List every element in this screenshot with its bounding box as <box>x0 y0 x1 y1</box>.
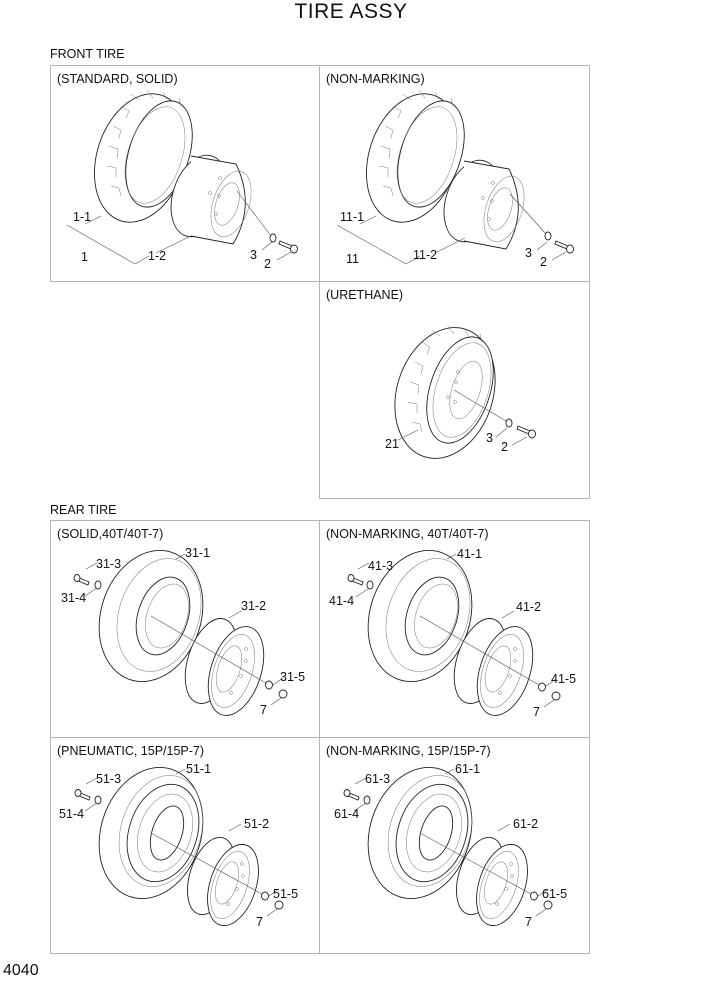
front-urethane-tire-diagram <box>320 282 591 500</box>
bolt-icon <box>279 241 298 253</box>
washer-icon <box>367 581 373 589</box>
callout-1: 1 <box>81 250 88 264</box>
washer-icon <box>545 232 551 240</box>
callout-41-5: 41-5 <box>551 672 577 686</box>
bolt-icon <box>75 790 90 801</box>
callout-51-2: 51-2 <box>244 817 270 831</box>
panel-standard-solid <box>50 65 320 282</box>
page-title: TIRE ASSY <box>294 0 408 23</box>
callout-3: 3 <box>250 248 257 262</box>
nut-icon <box>552 692 560 700</box>
nut-washer-icon <box>539 683 546 691</box>
callout-1-2: 1-2 <box>148 249 167 263</box>
callout-7: 7 <box>533 705 540 719</box>
callout-41-3: 41-3 <box>368 559 394 573</box>
callout-21: 21 <box>385 437 399 451</box>
bolt-icon <box>555 241 574 253</box>
callout-1-1: 1-1 <box>73 210 92 224</box>
callout-41-1: 41-1 <box>457 547 483 561</box>
callout-3: 3 <box>486 431 493 445</box>
bolt-icon <box>74 575 89 586</box>
callout-41-4: 41-4 <box>329 594 355 608</box>
callout-61-5: 61-5 <box>542 887 568 901</box>
front-non-marking-tire-diagram <box>320 66 591 283</box>
washer-icon <box>95 796 101 804</box>
callout-7: 7 <box>256 915 263 929</box>
nut-icon <box>275 901 283 909</box>
nut-icon <box>279 690 287 698</box>
nut-washer-icon <box>531 892 538 900</box>
nut-washer-icon <box>266 681 273 689</box>
panel-non-marking-40t <box>319 520 590 738</box>
panel-caption: (NON-MARKING, 40T/40T-7) <box>326 527 489 541</box>
bolt-icon <box>517 426 536 438</box>
rear-solid-40t-diagram <box>51 521 321 739</box>
rear-pneumatic-15p-diagram <box>51 738 321 955</box>
washer-icon <box>95 581 101 589</box>
panel-caption: (URETHANE) <box>326 288 404 302</box>
callout-7: 7 <box>525 915 532 929</box>
page-number: 4040 <box>3 962 39 979</box>
callout-2: 2 <box>540 255 547 269</box>
callout-61-3: 61-3 <box>365 772 391 786</box>
panel-caption: (NON-MARKING) <box>326 72 425 86</box>
panel-caption: (NON-MARKING, 15P/15P-7) <box>326 744 491 758</box>
washer-icon <box>364 796 370 804</box>
callout-31-5: 31-5 <box>280 670 306 684</box>
callout-51-1: 51-1 <box>186 762 212 776</box>
bolt-icon <box>348 575 363 586</box>
front-solid-tire-diagram <box>51 66 321 283</box>
callout-11: 11 <box>346 252 359 266</box>
panel-caption: (PNEUMATIC, 15P/15P-7) <box>57 744 205 758</box>
callout-51-3: 51-3 <box>96 772 122 786</box>
callout-31-3: 31-3 <box>96 557 122 571</box>
washer-icon <box>270 234 276 242</box>
nut-washer-icon <box>262 892 269 900</box>
callout-61-1: 61-1 <box>455 762 481 776</box>
callout-31-1: 31-1 <box>185 546 211 560</box>
front-tire-label: FRONT TIRE <box>50 47 125 61</box>
panel-caption: (STANDARD, SOLID) <box>57 72 178 86</box>
callout-2: 2 <box>264 257 271 271</box>
panel-caption: (SOLID,40T/40T-7) <box>57 527 164 541</box>
callout-61-2: 61-2 <box>513 817 539 831</box>
washer-icon <box>506 419 512 427</box>
bolt-icon <box>344 790 359 801</box>
panel-urethane <box>319 281 590 499</box>
callout-11-1: 11-1 <box>340 210 365 224</box>
callout-31-4: 31-4 <box>61 591 87 605</box>
callout-51-5: 51-5 <box>273 887 299 901</box>
callout-11-2: 11-2 <box>413 248 438 262</box>
callout-61-4: 61-4 <box>334 807 360 821</box>
rear-tire-label: REAR TIRE <box>50 503 117 517</box>
panel-non-marking-15p <box>319 737 590 954</box>
callout-41-2: 41-2 <box>516 600 542 614</box>
rear-non-marking-15p-diagram <box>320 738 591 955</box>
panel-pneumatic-15p <box>50 737 320 954</box>
callout-2: 2 <box>501 440 508 454</box>
callout-51-4: 51-4 <box>59 807 85 821</box>
callout-31-2: 31-2 <box>241 599 267 613</box>
nut-icon <box>544 901 552 909</box>
callout-3: 3 <box>525 246 532 260</box>
rear-non-marking-40t-diagram <box>320 521 591 739</box>
callout-7: 7 <box>260 703 267 717</box>
panel-non-marking-front <box>319 65 590 282</box>
panel-solid-40t <box>50 520 320 738</box>
